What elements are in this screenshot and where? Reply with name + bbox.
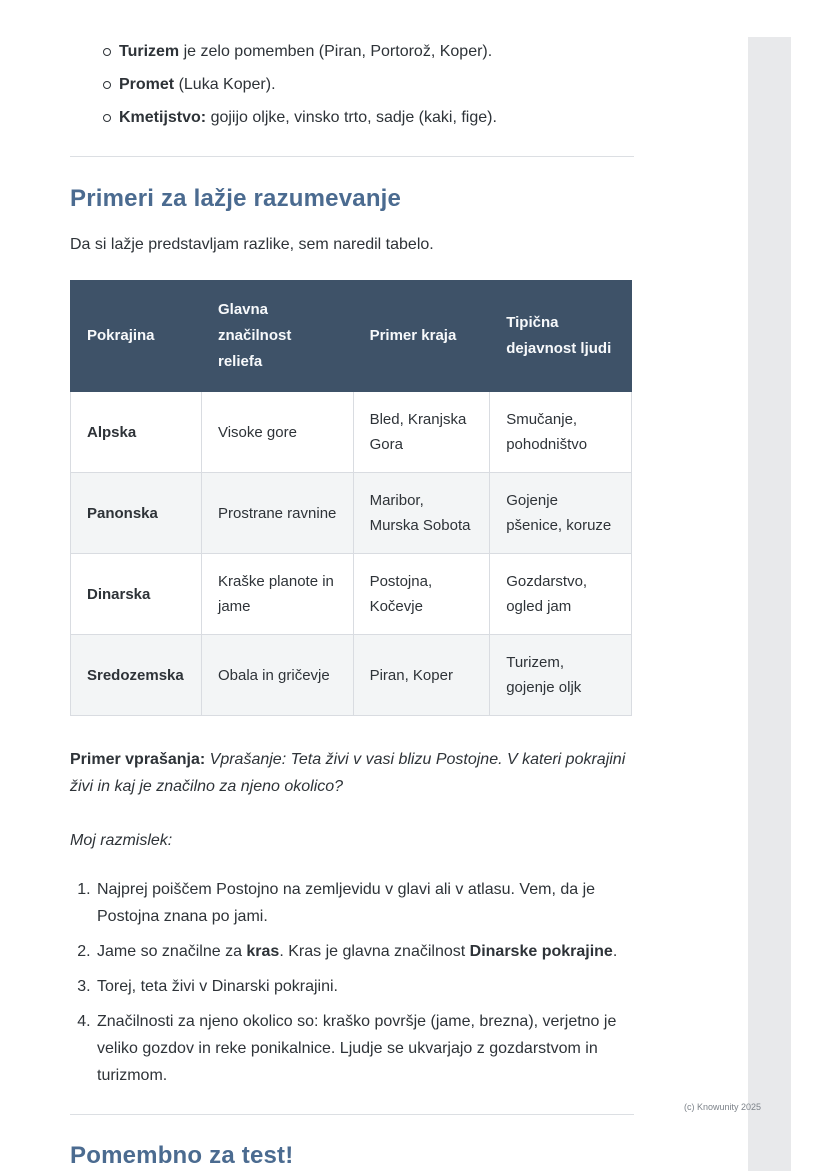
section-title-test: Pomembno za test! (70, 1142, 294, 1169)
bullet-list (70, 38, 634, 131)
bullet-text: je zelo pomemben (Piran, Portorož, Koper). (179, 43, 493, 60)
table-cell: Obala in gričevje (201, 635, 353, 716)
step-text: . Kras je glavna značilnost (279, 943, 470, 960)
question-label: Primer vprašanja: (70, 751, 206, 768)
bullet-bold-text: Promet (119, 76, 175, 93)
question-text: Vprašanje: Teta živi v vasi blizu Postojne. V kateri pokrajini živi in kaj je značilno za njeno okolico? (70, 751, 626, 795)
bullet-text: (Luka Koper). (174, 76, 276, 93)
table-cell: Alpska (71, 392, 202, 473)
step-text: Značilnosti za njeno okolico so: kraško površje (jame, brezna), verjetno je veliko gozdov in reke ponikalnice. Ljudje se ukvarjajo z gozdarstvom in turizmom. (97, 1013, 617, 1084)
reasoning-step (95, 938, 634, 965)
list-item (70, 104, 634, 131)
bullet-bold-text: Turizem (119, 43, 180, 60)
step-text: Najprej poiščem Postojno na zemljevidu v glavi ali v atlasu. Vem, da je Postojna znana po jami. (97, 881, 596, 925)
reasoning-step (95, 1008, 634, 1089)
bullet-bold-text: Kmetijstvo: (119, 109, 207, 126)
step-text: . (612, 943, 618, 960)
table-cell: Gojenje pšenice, koruze (490, 473, 632, 554)
table-cell: Smučanje, pohodništvo (490, 392, 632, 473)
table-header-cell: Tipična dejavnost ljudi (490, 281, 632, 392)
page-edge-strip (748, 37, 791, 1171)
table-row (71, 635, 632, 716)
table-header-row (71, 281, 632, 392)
table-cell: Sredozemska (71, 635, 202, 716)
table-cell: Prostrane ravnine (201, 473, 353, 554)
table-header-cell: Primer kraja (353, 281, 490, 392)
table-row (71, 392, 632, 473)
table-cell: Maribor, Murska Sobota (353, 473, 490, 554)
section-divider (70, 156, 634, 157)
intro-paragraph: Da si lažje predstavljam razlike, sem naredil tabelo. (70, 236, 434, 253)
section-divider (70, 1114, 634, 1115)
watermark: (c) Knowunity 2025 (684, 1102, 762, 1112)
table-cell: Visoke gore (201, 392, 353, 473)
section-title-examples: Primeri za lažje razumevanje (70, 185, 402, 212)
table-cell: Piran, Koper (353, 635, 490, 716)
table-cell: Gozdarstvo, ogled jam (490, 554, 632, 635)
example-question (70, 746, 634, 800)
table-header-cell: Pokrajina (71, 281, 202, 392)
table-cell: Dinarska (71, 554, 202, 635)
step-bold-text: Dinarske pokrajine (469, 943, 613, 960)
regions-table (70, 280, 632, 716)
table-cell: Turizem, gojenje oljk (490, 635, 632, 716)
table-cell: Postojna, Kočevje (353, 554, 490, 635)
table-cell: Panonska (71, 473, 202, 554)
table-row (71, 473, 632, 554)
table-cell: Kraške planote in jame (201, 554, 353, 635)
table-header-cell: Glavna značilnost reliefa (201, 281, 353, 392)
bullet-text: gojijo oljke, vinsko trto, sadje (kaki, fige). (206, 109, 497, 126)
table-cell: Bled, Kranjska Gora (353, 392, 490, 473)
reasoning-list (70, 876, 634, 1089)
thinking-label: Moj razmislek: (70, 832, 173, 849)
list-item (70, 38, 634, 65)
reasoning-step (95, 876, 634, 930)
step-text: Torej, teta živi v Dinarski pokrajini. (97, 978, 338, 995)
step-text: Jame so značilne za (97, 943, 247, 960)
list-item (70, 71, 634, 98)
reasoning-step (95, 973, 634, 1000)
document-content (70, 38, 634, 1171)
step-bold-text: kras (246, 943, 280, 960)
table-row (71, 554, 632, 635)
